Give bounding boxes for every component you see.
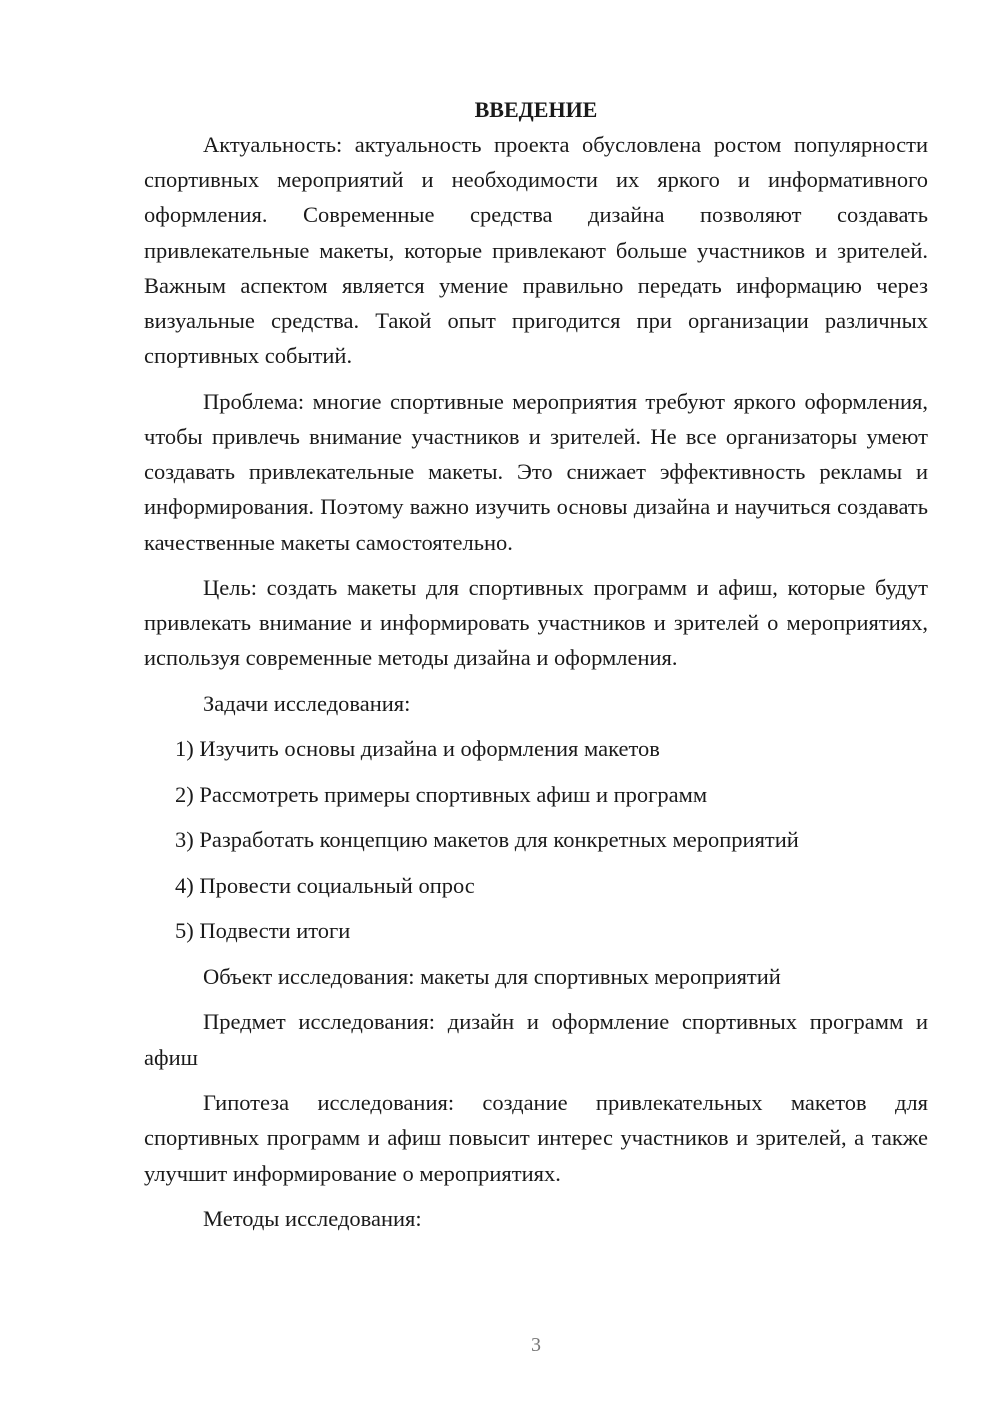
paragraph-problem: Проблема: многие спортивные мероприятия требуют яркого оформления, чтобы привлечь внимание участников и зрителей. Не все организаторы умеют создавать привлекательные макеты. Это снижает эффективность рекламы и информирования. Поэтому важно изучить основы дизайна и научиться создавать качественные макеты самостоятельно. bbox=[144, 388, 928, 555]
list-item: 5) Подвести итоги bbox=[175, 918, 351, 944]
tasks-heading: Задачи исследования: bbox=[203, 690, 411, 716]
list-item: 2) Рассмотреть примеры спортивных афиш и программ bbox=[175, 781, 708, 807]
paragraph-goal: Цель: создать макеты для спортивных программ и афиш, которые будут привлекать внимание и информировать участников и зрителей о мероприятиях, используя современные методы дизайна и оформления. bbox=[144, 575, 928, 671]
page-number: 3 bbox=[531, 1334, 541, 1356]
list-item: 4) Провести социальный опрос bbox=[175, 872, 475, 898]
paragraph-relevance: Актуальность: актуальность проекта обусловлена ростом популярности спортивных мероприятий и необходимости их яркого и информативного оформления. Современные средства дизайна позволяют создавать привлекательные макеты, которые привлекают больше участников и зрителей. Важным аспектом является умение правильно передать информацию через визуальные средства. Такой опыт пригодится при организации различных спортивных событий. bbox=[144, 132, 928, 369]
methods-heading: Методы исследования: bbox=[203, 1206, 422, 1232]
paragraph-object: Объект исследования: макеты для спортивных мероприятий bbox=[203, 963, 781, 989]
paragraph-hypothesis: Гипотеза исследования: создание привлекательных макетов для спортивных программ и афиш повысит интерес участников и зрителей, а также улучшит информирование о мероприятиях. bbox=[144, 1090, 928, 1186]
list-item: 1) Изучить основы дизайна и оформления макетов bbox=[175, 736, 660, 762]
document-page bbox=[144, 92, 928, 1247]
tasks-list bbox=[144, 731, 928, 948]
page-title: ВВЕДЕНИЕ bbox=[474, 97, 598, 122]
list-item: 3) Разработать концепцию макетов для конкретных мероприятий bbox=[175, 827, 799, 853]
paragraph-subject: Предмет исследования: дизайн и оформление спортивных программ и афиш bbox=[144, 1009, 928, 1070]
